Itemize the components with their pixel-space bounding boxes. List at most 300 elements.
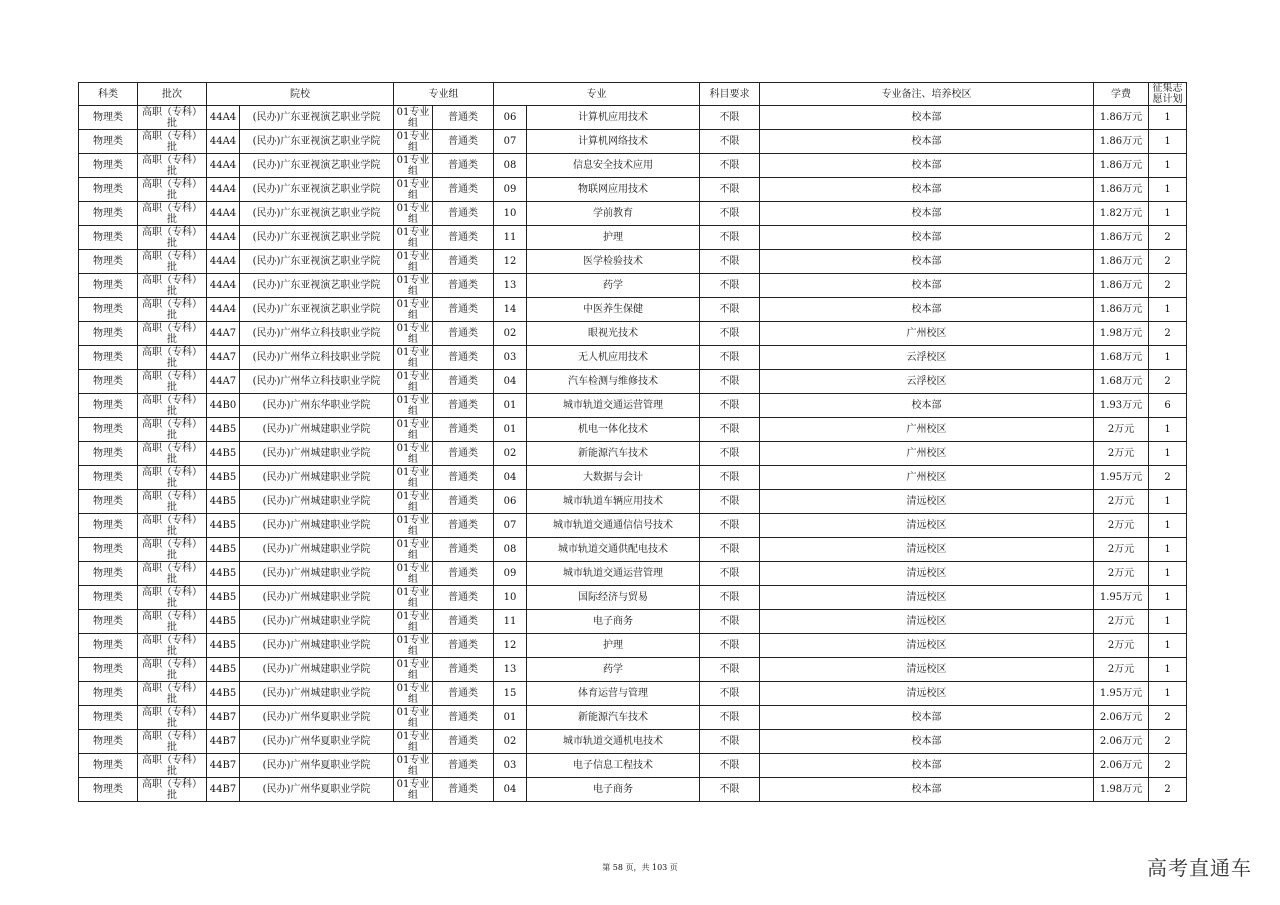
cell-remark: 校本部 <box>760 754 1094 778</box>
cell-group-type: 普通类 <box>433 274 494 298</box>
cell-remark: 清远校区 <box>760 658 1094 682</box>
cell-remark: 校本部 <box>760 202 1094 226</box>
cell-batch: 高职（专科） 批 <box>138 418 207 442</box>
cell-group: 01专业 组 <box>394 730 433 754</box>
header-category: 科类 <box>79 83 138 106</box>
cell-group: 01专业 组 <box>394 370 433 394</box>
cell-remark: 校本部 <box>760 394 1094 418</box>
cell-school-code: 44A4 <box>207 274 240 298</box>
header-remark: 专业备注、培养校区 <box>760 83 1094 106</box>
cell-batch: 高职（专科） 批 <box>138 610 207 634</box>
cell-major-name: 眼视光技术 <box>527 322 700 346</box>
table-row <box>79 466 1187 490</box>
cell-plan: 1 <box>1149 586 1187 610</box>
cell-major-code: 12 <box>494 634 527 658</box>
cell-batch: 高职（专科） 批 <box>138 370 207 394</box>
cell-group-type: 普通类 <box>433 754 494 778</box>
cell-tuition: 2万元 <box>1094 562 1149 586</box>
cell-tuition: 1.68万元 <box>1094 370 1149 394</box>
cell-subject-req: 不限 <box>700 226 760 250</box>
cell-tuition: 1.86万元 <box>1094 130 1149 154</box>
cell-batch: 高职（专科） 批 <box>138 154 207 178</box>
cell-major-code: 13 <box>494 274 527 298</box>
cell-school-name: (民办)广州城建职业学院 <box>240 514 394 538</box>
cell-tuition: 2万元 <box>1094 538 1149 562</box>
cell-tuition: 1.86万元 <box>1094 154 1149 178</box>
cell-batch: 高职（专科） 批 <box>138 298 207 322</box>
cell-school-name: (民办)广州城建职业学院 <box>240 466 394 490</box>
cell-category: 物理类 <box>79 298 138 322</box>
cell-major-code: 06 <box>494 106 527 130</box>
cell-group: 01专业 组 <box>394 418 433 442</box>
cell-plan: 2 <box>1149 778 1187 802</box>
cell-category: 物理类 <box>79 442 138 466</box>
header-school: 院校 <box>207 83 394 106</box>
cell-school-code: 44B5 <box>207 634 240 658</box>
cell-major-name: 体育运营与管理 <box>527 682 700 706</box>
cell-major-name: 医学检验技术 <box>527 250 700 274</box>
cell-plan: 2 <box>1149 730 1187 754</box>
cell-group-type: 普通类 <box>433 250 494 274</box>
cell-batch: 高职（专科） 批 <box>138 538 207 562</box>
table-row <box>79 298 1187 322</box>
cell-major-name: 机电一体化技术 <box>527 418 700 442</box>
cell-category: 物理类 <box>79 226 138 250</box>
cell-group: 01专业 组 <box>394 562 433 586</box>
cell-group-type: 普通类 <box>433 394 494 418</box>
cell-school-name: (民办)广州城建职业学院 <box>240 610 394 634</box>
cell-batch: 高职（专科） 批 <box>138 130 207 154</box>
cell-plan: 2 <box>1149 274 1187 298</box>
cell-subject-req: 不限 <box>700 610 760 634</box>
cell-remark: 清远校区 <box>760 634 1094 658</box>
cell-batch: 高职（专科） 批 <box>138 490 207 514</box>
cell-school-code: 44A7 <box>207 322 240 346</box>
cell-tuition: 1.86万元 <box>1094 226 1149 250</box>
header-batch: 批次 <box>138 83 207 106</box>
cell-batch: 高职（专科） 批 <box>138 706 207 730</box>
cell-subject-req: 不限 <box>700 730 760 754</box>
table-row <box>79 562 1187 586</box>
cell-group-type: 普通类 <box>433 442 494 466</box>
cell-major-name: 电子商务 <box>527 778 700 802</box>
cell-school-name: (民办)广州城建职业学院 <box>240 658 394 682</box>
cell-plan: 1 <box>1149 610 1187 634</box>
cell-batch: 高职（专科） 批 <box>138 226 207 250</box>
cell-group: 01专业 组 <box>394 106 433 130</box>
cell-major-code: 15 <box>494 682 527 706</box>
cell-major-name: 城市轨道交通通信信号技术 <box>527 514 700 538</box>
cell-plan: 2 <box>1149 226 1187 250</box>
cell-school-code: 44B5 <box>207 514 240 538</box>
cell-school-name: (民办)广东亚视演艺职业学院 <box>240 226 394 250</box>
cell-group-type: 普通类 <box>433 514 494 538</box>
cell-major-code: 11 <box>494 226 527 250</box>
cell-major-code: 08 <box>494 154 527 178</box>
cell-group: 01专业 组 <box>394 586 433 610</box>
cell-school-code: 44A4 <box>207 106 240 130</box>
table-row <box>79 418 1187 442</box>
cell-major-name: 城市轨道交通运营管理 <box>527 562 700 586</box>
cell-tuition: 1.98万元 <box>1094 322 1149 346</box>
cell-batch: 高职（专科） 批 <box>138 730 207 754</box>
cell-school-code: 44A7 <box>207 346 240 370</box>
table-row <box>79 130 1187 154</box>
cell-school-code: 44B7 <box>207 706 240 730</box>
cell-major-name: 药学 <box>527 658 700 682</box>
cell-group: 01专业 组 <box>394 514 433 538</box>
cell-plan: 2 <box>1149 250 1187 274</box>
cell-major-name: 新能源汽车技术 <box>527 442 700 466</box>
cell-group-type: 普通类 <box>433 202 494 226</box>
cell-remark: 广州校区 <box>760 466 1094 490</box>
cell-plan: 1 <box>1149 682 1187 706</box>
cell-subject-req: 不限 <box>700 322 760 346</box>
cell-major-code: 09 <box>494 562 527 586</box>
cell-plan: 2 <box>1149 322 1187 346</box>
cell-plan: 1 <box>1149 634 1187 658</box>
cell-major-name: 护理 <box>527 634 700 658</box>
cell-subject-req: 不限 <box>700 490 760 514</box>
cell-category: 物理类 <box>79 130 138 154</box>
cell-group-type: 普通类 <box>433 490 494 514</box>
cell-plan: 1 <box>1149 514 1187 538</box>
cell-school-name: (民办)广东亚视演艺职业学院 <box>240 274 394 298</box>
page-number: 第 58 页，共 103 页 <box>602 863 678 872</box>
cell-batch: 高职（专科） 批 <box>138 586 207 610</box>
cell-tuition: 1.93万元 <box>1094 394 1149 418</box>
cell-group-type: 普通类 <box>433 178 494 202</box>
table-row <box>79 178 1187 202</box>
cell-batch: 高职（专科） 批 <box>138 274 207 298</box>
cell-remark: 广州校区 <box>760 322 1094 346</box>
watermark: 高考直通车 <box>1147 856 1252 880</box>
cell-plan: 1 <box>1149 562 1187 586</box>
cell-school-name: (民办)广东亚视演艺职业学院 <box>240 130 394 154</box>
cell-plan: 1 <box>1149 106 1187 130</box>
cell-group: 01专业 组 <box>394 442 433 466</box>
cell-subject-req: 不限 <box>700 106 760 130</box>
cell-plan: 2 <box>1149 370 1187 394</box>
cell-category: 物理类 <box>79 202 138 226</box>
cell-subject-req: 不限 <box>700 706 760 730</box>
cell-remark: 校本部 <box>760 178 1094 202</box>
cell-school-name: (民办)广东亚视演艺职业学院 <box>240 250 394 274</box>
header-tuition: 学费 <box>1094 83 1149 106</box>
cell-plan: 1 <box>1149 418 1187 442</box>
cell-major-name: 国际经济与贸易 <box>527 586 700 610</box>
cell-major-name: 汽车检测与维修技术 <box>527 370 700 394</box>
cell-group-type: 普通类 <box>433 322 494 346</box>
cell-plan: 1 <box>1149 154 1187 178</box>
cell-major-name: 电子信息工程技术 <box>527 754 700 778</box>
cell-major-name: 城市轨道交通供配电技术 <box>527 538 700 562</box>
cell-school-name: (民办)广州城建职业学院 <box>240 562 394 586</box>
cell-major-code: 13 <box>494 658 527 682</box>
cell-major-code: 10 <box>494 202 527 226</box>
cell-group: 01专业 组 <box>394 538 433 562</box>
table-header-row <box>79 83 1187 106</box>
cell-plan: 6 <box>1149 394 1187 418</box>
cell-school-name: (民办)广州城建职业学院 <box>240 586 394 610</box>
table-row <box>79 106 1187 130</box>
cell-remark: 校本部 <box>760 298 1094 322</box>
cell-group: 01专业 组 <box>394 754 433 778</box>
cell-tuition: 2万元 <box>1094 634 1149 658</box>
cell-group: 01专业 组 <box>394 226 433 250</box>
cell-school-code: 44B7 <box>207 754 240 778</box>
cell-remark: 校本部 <box>760 706 1094 730</box>
cell-major-code: 09 <box>494 178 527 202</box>
cell-school-code: 44B7 <box>207 730 240 754</box>
cell-tuition: 2万元 <box>1094 490 1149 514</box>
table-row <box>79 274 1187 298</box>
cell-tuition: 1.86万元 <box>1094 250 1149 274</box>
cell-tuition: 1.98万元 <box>1094 778 1149 802</box>
cell-subject-req: 不限 <box>700 562 760 586</box>
table-row <box>79 754 1187 778</box>
cell-category: 物理类 <box>79 106 138 130</box>
cell-group: 01专业 组 <box>394 346 433 370</box>
cell-group: 01专业 组 <box>394 130 433 154</box>
cell-batch: 高职（专科） 批 <box>138 250 207 274</box>
cell-major-name: 中医养生保健 <box>527 298 700 322</box>
header-plan: 征集志 愿计划 <box>1149 83 1187 106</box>
cell-group-type: 普通类 <box>433 538 494 562</box>
header-subject-req: 科目要求 <box>700 83 760 106</box>
cell-category: 物理类 <box>79 490 138 514</box>
cell-school-name: (民办)广东亚视演艺职业学院 <box>240 178 394 202</box>
cell-tuition: 1.95万元 <box>1094 586 1149 610</box>
cell-school-code: 44A7 <box>207 370 240 394</box>
cell-batch: 高职（专科） 批 <box>138 322 207 346</box>
cell-major-name: 计算机网络技术 <box>527 130 700 154</box>
cell-school-code: 44B5 <box>207 442 240 466</box>
cell-school-code: 44B5 <box>207 682 240 706</box>
cell-group: 01专业 组 <box>394 706 433 730</box>
cell-remark: 校本部 <box>760 130 1094 154</box>
header-group: 专业组 <box>394 83 494 106</box>
cell-subject-req: 不限 <box>700 634 760 658</box>
cell-school-code: 44B5 <box>207 466 240 490</box>
cell-school-code: 44B5 <box>207 490 240 514</box>
cell-tuition: 1.86万元 <box>1094 106 1149 130</box>
cell-major-name: 城市轨道车辆应用技术 <box>527 490 700 514</box>
cell-group-type: 普通类 <box>433 130 494 154</box>
cell-major-name: 新能源汽车技术 <box>527 706 700 730</box>
cell-major-code: 01 <box>494 706 527 730</box>
cell-subject-req: 不限 <box>700 514 760 538</box>
cell-subject-req: 不限 <box>700 586 760 610</box>
cell-subject-req: 不限 <box>700 154 760 178</box>
cell-major-code: 07 <box>494 130 527 154</box>
cell-subject-req: 不限 <box>700 130 760 154</box>
cell-school-name: (民办)广州城建职业学院 <box>240 442 394 466</box>
cell-subject-req: 不限 <box>700 202 760 226</box>
cell-subject-req: 不限 <box>700 538 760 562</box>
table-row <box>79 394 1187 418</box>
cell-subject-req: 不限 <box>700 778 760 802</box>
header-major: 专业 <box>494 83 700 106</box>
cell-school-code: 44B5 <box>207 538 240 562</box>
cell-school-name: (民办)广州华立科技职业学院 <box>240 346 394 370</box>
cell-plan: 1 <box>1149 202 1187 226</box>
cell-subject-req: 不限 <box>700 178 760 202</box>
cell-school-name: (民办)广州城建职业学院 <box>240 682 394 706</box>
cell-group: 01专业 组 <box>394 154 433 178</box>
cell-category: 物理类 <box>79 418 138 442</box>
cell-category: 物理类 <box>79 346 138 370</box>
cell-category: 物理类 <box>79 658 138 682</box>
cell-plan: 2 <box>1149 706 1187 730</box>
cell-category: 物理类 <box>79 586 138 610</box>
cell-batch: 高职（专科） 批 <box>138 394 207 418</box>
cell-batch: 高职（专科） 批 <box>138 178 207 202</box>
table-row <box>79 586 1187 610</box>
cell-school-code: 44A4 <box>207 202 240 226</box>
cell-group-type: 普通类 <box>433 658 494 682</box>
cell-group-type: 普通类 <box>433 226 494 250</box>
cell-category: 物理类 <box>79 754 138 778</box>
cell-subject-req: 不限 <box>700 466 760 490</box>
cell-major-name: 大数据与会计 <box>527 466 700 490</box>
cell-major-name: 电子商务 <box>527 610 700 634</box>
cell-school-code: 44B5 <box>207 562 240 586</box>
cell-category: 物理类 <box>79 682 138 706</box>
cell-batch: 高职（专科） 批 <box>138 346 207 370</box>
cell-group: 01专业 组 <box>394 322 433 346</box>
cell-tuition: 1.86万元 <box>1094 178 1149 202</box>
table-row <box>79 154 1187 178</box>
cell-group: 01专业 组 <box>394 778 433 802</box>
table-row <box>79 610 1187 634</box>
cell-category: 物理类 <box>79 634 138 658</box>
cell-school-code: 44B7 <box>207 778 240 802</box>
cell-major-code: 14 <box>494 298 527 322</box>
cell-plan: 1 <box>1149 346 1187 370</box>
cell-category: 物理类 <box>79 778 138 802</box>
cell-group: 01专业 组 <box>394 394 433 418</box>
cell-major-code: 01 <box>494 418 527 442</box>
cell-batch: 高职（专科） 批 <box>138 562 207 586</box>
cell-major-code: 08 <box>494 538 527 562</box>
cell-school-code: 44B5 <box>207 658 240 682</box>
cell-plan: 1 <box>1149 538 1187 562</box>
cell-tuition: 2.06万元 <box>1094 754 1149 778</box>
cell-school-name: (民办)广州华夏职业学院 <box>240 706 394 730</box>
cell-remark: 清远校区 <box>760 538 1094 562</box>
cell-major-code: 04 <box>494 370 527 394</box>
cell-school-name: (民办)广州东华职业学院 <box>240 394 394 418</box>
cell-major-name: 无人机应用技术 <box>527 346 700 370</box>
cell-school-name: (民办)广州城建职业学院 <box>240 538 394 562</box>
cell-major-name: 计算机应用技术 <box>527 106 700 130</box>
table-row <box>79 778 1187 802</box>
cell-school-name: (民办)广东亚视演艺职业学院 <box>240 106 394 130</box>
cell-plan: 2 <box>1149 754 1187 778</box>
cell-major-code: 12 <box>494 250 527 274</box>
cell-major-code: 07 <box>494 514 527 538</box>
cell-school-code: 44A4 <box>207 130 240 154</box>
cell-remark: 清远校区 <box>760 682 1094 706</box>
cell-group: 01专业 组 <box>394 274 433 298</box>
cell-plan: 1 <box>1149 298 1187 322</box>
cell-group-type: 普通类 <box>433 466 494 490</box>
cell-batch: 高职（专科） 批 <box>138 682 207 706</box>
cell-remark: 清远校区 <box>760 586 1094 610</box>
cell-school-name: (民办)广州华夏职业学院 <box>240 754 394 778</box>
cell-group: 01专业 组 <box>394 178 433 202</box>
cell-batch: 高职（专科） 批 <box>138 754 207 778</box>
cell-tuition: 2万元 <box>1094 514 1149 538</box>
cell-tuition: 1.95万元 <box>1094 682 1149 706</box>
cell-category: 物理类 <box>79 514 138 538</box>
table-row <box>79 706 1187 730</box>
cell-group-type: 普通类 <box>433 706 494 730</box>
cell-major-code: 04 <box>494 778 527 802</box>
cell-major-code: 02 <box>494 442 527 466</box>
table-row <box>79 250 1187 274</box>
cell-group-type: 普通类 <box>433 634 494 658</box>
cell-tuition: 2万元 <box>1094 658 1149 682</box>
cell-batch: 高职（专科） 批 <box>138 658 207 682</box>
cell-remark: 清远校区 <box>760 562 1094 586</box>
cell-subject-req: 不限 <box>700 298 760 322</box>
cell-subject-req: 不限 <box>700 754 760 778</box>
cell-remark: 校本部 <box>760 730 1094 754</box>
cell-remark: 广州校区 <box>760 418 1094 442</box>
cell-group-type: 普通类 <box>433 346 494 370</box>
cell-school-name: (民办)广东亚视演艺职业学院 <box>240 202 394 226</box>
cell-subject-req: 不限 <box>700 658 760 682</box>
cell-plan: 1 <box>1149 490 1187 514</box>
table-row <box>79 346 1187 370</box>
cell-category: 物理类 <box>79 466 138 490</box>
cell-category: 物理类 <box>79 322 138 346</box>
cell-major-code: 11 <box>494 610 527 634</box>
cell-plan: 2 <box>1149 466 1187 490</box>
cell-major-name: 信息安全技术应用 <box>527 154 700 178</box>
table-row <box>79 658 1187 682</box>
table-row <box>79 202 1187 226</box>
cell-school-code: 44B0 <box>207 394 240 418</box>
cell-group: 01专业 组 <box>394 250 433 274</box>
cell-remark: 校本部 <box>760 154 1094 178</box>
cell-subject-req: 不限 <box>700 274 760 298</box>
cell-group-type: 普通类 <box>433 586 494 610</box>
cell-group: 01专业 组 <box>394 610 433 634</box>
cell-major-code: 06 <box>494 490 527 514</box>
cell-major-name: 物联网应用技术 <box>527 178 700 202</box>
cell-major-name: 城市轨道交通机电技术 <box>527 730 700 754</box>
cell-subject-req: 不限 <box>700 418 760 442</box>
cell-school-code: 44A4 <box>207 250 240 274</box>
cell-school-code: 44A4 <box>207 298 240 322</box>
cell-category: 物理类 <box>79 538 138 562</box>
cell-remark: 清远校区 <box>760 490 1094 514</box>
cell-subject-req: 不限 <box>700 394 760 418</box>
cell-group: 01专业 组 <box>394 466 433 490</box>
cell-tuition: 1.82万元 <box>1094 202 1149 226</box>
cell-school-name: (民办)广州华立科技职业学院 <box>240 370 394 394</box>
cell-group-type: 普通类 <box>433 298 494 322</box>
cell-tuition: 1.86万元 <box>1094 298 1149 322</box>
cell-major-name: 护理 <box>527 226 700 250</box>
cell-remark: 校本部 <box>760 226 1094 250</box>
cell-group: 01专业 组 <box>394 490 433 514</box>
cell-tuition: 1.95万元 <box>1094 466 1149 490</box>
cell-group-type: 普通类 <box>433 778 494 802</box>
